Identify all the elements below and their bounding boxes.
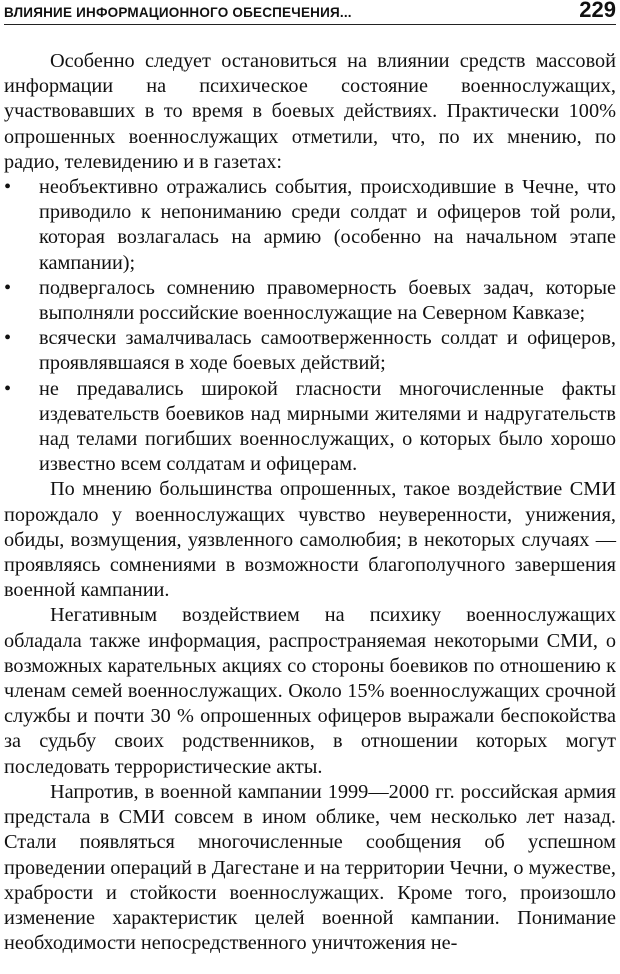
bullet-marker: •	[4, 176, 12, 199]
bullet-marker: •	[4, 276, 12, 299]
bullet-item-3	[4, 326, 616, 376]
bullet-text: необъективно отражались события, происходившие в Чечне, что приводило к непониманию среди солдат и офицеров той роли, которая возлагалась на армию (особенно на начальном этапе кампании);	[39, 176, 616, 274]
bullet-text: не предавались широкой гласности многочисленные факты издевательств боевиков над мирными жителями и надругательств над телами погибших военнослужащих, о которых было хорошо известно всем солдатам и офицерам.	[39, 377, 616, 476]
page-header	[4, 0, 616, 25]
page-number: 229	[579, 0, 616, 22]
bullet-list	[4, 175, 616, 477]
bullet-item-4	[4, 377, 616, 478]
bullet-text: всячески замалчивалась самоотверженность солдат и офицеров, проявлявшаяся в ходе боевых действий;	[39, 327, 616, 375]
paragraph-3: Негативным воздействием на психику военнослужащих обладала также информация, распространяемая некоторыми СМИ, о возможных карательных акциях со стороны боевиков по отношению к членам семей военнослужащих. Около 15% военнослужащих срочной службы и почти 30 % опрошенных офицеров выражали беспокойства за судьбу своих родственников, в отношении которых могут последовать террористические акты.	[4, 604, 616, 778]
bullet-item-2	[4, 276, 616, 326]
paragraph-1: Особенно следует остановиться на влиянии средств массовой информации на психическое состояние военнослужащих, участвовавших в то время в боевых действиях. Практически 100% опрошенных военнослужащих отметили, что, по их мнению, по радио, телевидению и в газетах:	[4, 50, 616, 173]
paragraph-2: По мнению большинства опрошенных, такое воздействие СМИ порождало у военнослужащих чувство неуверенности, унижения, обиды, возмущения, уязвленного самолюбия; в некоторых случаях — проявляясь сомнениями в возможности благополучного завершения военной кампании.	[4, 478, 616, 602]
running-head: ВЛИЯНИЕ ИНФОРМАЦИОННОГО ОБЕСПЕЧЕНИЯ...	[4, 5, 352, 20]
bullet-marker: •	[4, 377, 12, 400]
bullet-item-1	[4, 175, 616, 276]
bullet-marker: •	[4, 327, 12, 350]
paragraph-4: Напротив, в военной кампании 1999—2000 гг. российская армия предстала в СМИ совсем в ином облике, чем несколько лет назад. Стали появляться многочисленные сообщения об успешном проведении операций в Дагестане и на территории Чечни, о мужестве, храбрости и стойкости военнослужащих. Кроме того, произошло изменение характеристик целей военной кампании. Понимание необходимости непосредственного уничтожения не-	[4, 780, 616, 955]
bullet-text: подвергалось сомнению правомерность боевых задач, которые выполняли российские военнослужащие на Северном Кавказе;	[39, 276, 616, 325]
body-text	[4, 49, 616, 956]
